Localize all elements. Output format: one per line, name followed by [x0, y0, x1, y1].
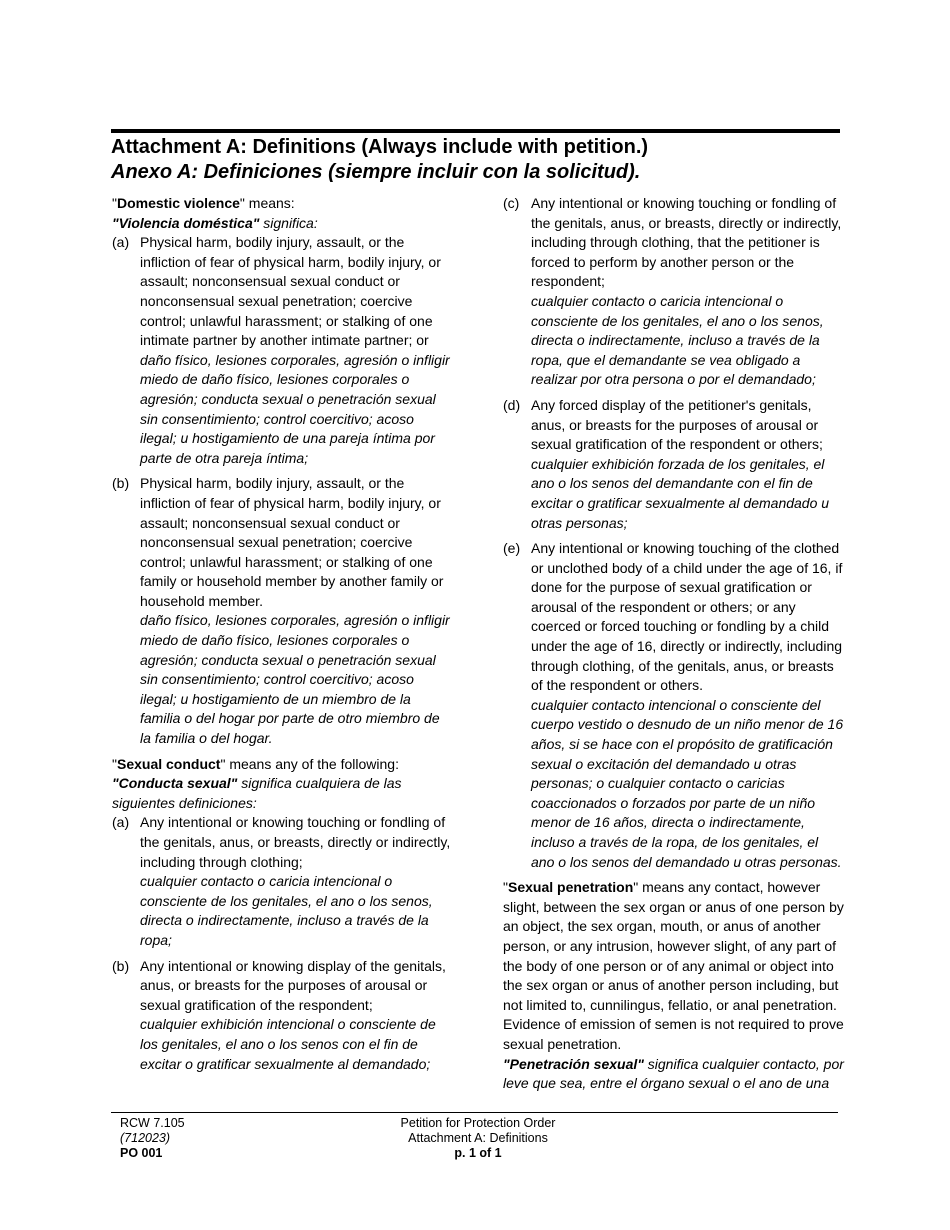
sc-item-b [112, 957, 454, 1075]
sc-heading-es [112, 774, 454, 813]
top-rule [111, 129, 840, 133]
sc-item-a [112, 813, 454, 950]
footer-rule [111, 1112, 838, 1113]
item-text-es: cualquier contacto o caricia intencional o consciente de los genitales, el ano o los senos, directa o indirectamente, incluso a través de la ropa; [140, 873, 433, 948]
right-column [503, 194, 845, 1094]
sc-item-d [503, 396, 845, 533]
sp-means-es: significa cualquier contacto, por leve que sea, entre el órgano sexual o el ano de una [503, 1055, 844, 1092]
item-text-es: cualquier contacto intencional o consciente del cuerpo vestido o desnudo de un niño menor de 16 años, si se hace con el propósito de gratificación sexual o excitación del demandado u otras personas; o cualquier contacto o caricias coaccionados o forzados por parte de un niño menor de 16 años, directa o indirectamente, incluso a través de la ropa, de los genitales, el ano o los senos del demandado u otras personas. [531, 696, 844, 870]
sp-term-es: "Penetración sexual" [503, 1055, 644, 1072]
item-marker: (d) [503, 396, 521, 413]
sc-heading: "Sexual conduct" means any of the following: [112, 755, 399, 772]
item-text-en: Physical harm, bodily injury, assault, or the infliction of fear of physical harm, bodily injury, or assault; nonconsensual sexual conduct or nonconsensual sexual penetration; coercive control; unlawful harassment; or stalking of one intimate partner by another intimate partner; or [140, 234, 441, 349]
sp-means: " means any contact, however slight, between the sex organ or anus of one person by an object, the sex organ, mouth, or anus of another person, or any intrusion, however slight, of any part of the body of one person or of any animal or object into the sex organ or anus of another person including, but not limited to, cunnilingus, fellatio, or anal penetration. Evidence of emission of semen is not required to prove sexual penetration. [503, 879, 844, 1052]
item-marker: (a) [112, 234, 130, 251]
footer-rcw: RCW 7.105 [120, 1116, 185, 1130]
item-marker: (e) [503, 540, 521, 557]
sp-definition: "Sexual penetration" means any contact, however slight, between the sex organ or anus of one person by an object, the sex organ, mouth, or anus of another person, or any intrusion, however slight, of any part of the body of one person or of any animal or object into the sex organ or anus of another person including, but not limited to, cunnilingus, fellatio, or anal penetration. Evidence of emission of semen is not required to prove sexual penetration. "Penetración sexual" significa cualquier contacto, por leve que sea, entre el órgano sexual o el ano de una [503, 879, 844, 1092]
footer-center [330, 1116, 626, 1161]
dv-heading-es [112, 214, 454, 234]
sc-term-es: "Conducta sexual" [112, 775, 238, 792]
item-marker: (b) [112, 957, 130, 974]
item-text-es: daño físico, lesiones corporales, agresión o infligir miedo de daño físico, lesiones corporales o agresión; conducta sexual o penetración sexual sin consentimiento; control coercitivo; acoso ilegal; u hostigamiento de un miembro de la familia o del hogar por parte de otro miembro de la familia o del hogar. [140, 612, 450, 747]
item-text-es: cualquier exhibición intencional o consciente de los genitales, el ano o los senos con el fin de excitar o gratificar sexualmente al demandado; [140, 1016, 436, 1072]
item-text-en: Any intentional or knowing touching of the clothed or unclothed body of a child under the age of 16, if done for the purpose of sexual gratification or arousal of the respondent or others; or any coerced or forced touching or fondling by a child under the age of 16, directly or indirectly, including through clothing, of the genitals, anus, or breasts of the respondent or others. [531, 540, 843, 694]
sp-term: Sexual penetration [507, 879, 634, 896]
item-text-en: Any intentional or knowing display of the genitals, anus, or breasts for the purposes of arousal or sexual gratification of the respondent; [140, 957, 446, 1013]
dv-item-b [112, 474, 454, 748]
item-marker: (a) [112, 814, 130, 831]
footer-left [120, 1116, 185, 1161]
footer-doc-subtitle: Attachment A: Definitions [408, 1131, 548, 1145]
sp-definition-es [503, 1056, 844, 1092]
item-text-es: daño físico, lesiones corporales, agresión o infligir miedo de daño físico, lesiones corporales o agresión; conducta sexual o penetración sexual sin consentimiento; control coercitivo; acoso ilegal; u hostigamiento de una pareja íntima por parte de otra pareja íntima; [140, 351, 450, 466]
item-text-en: Any forced display of the petitioner's genitals, anus, or breasts for the purposes of arousal or sexual gratification of the respondent or others; [531, 396, 823, 453]
sc-item-e [503, 539, 845, 872]
item-marker: (c) [503, 195, 520, 211]
dv-item-a [112, 233, 454, 468]
left-column [112, 194, 454, 1080]
sc-term: Sexual conduct [116, 755, 221, 772]
item-text-es: cualquier exhibición forzada de los genitales, el ano o los senos del demandante con el fin de excitar o gratificar sexualmente al demandado u otras personas; [531, 455, 830, 531]
sc-means-es: significa cualquiera de las siguientes definiciones: [112, 775, 402, 811]
footer-page-number: p. 1 of 1 [454, 1146, 502, 1160]
dv-means-es: significa: [259, 214, 318, 231]
footer-doc-title: Petition for Protection Order [400, 1116, 556, 1130]
dv-term-es: "Violencia doméstica" [112, 214, 260, 231]
page-title-spanish: Anexo A: Definiciones (siempre incluir con la solicitud). [111, 161, 641, 183]
sc-item-c [503, 194, 845, 390]
dv-heading: "Domestic violence" means: [112, 195, 295, 211]
item-text-en: Physical harm, bodily injury, assault, or the infliction of fear of physical harm, bodily injury, or assault; nonconsensual sexual conduct or nonconsensual sexual penetration; coercive control; unlawful harassment; or stalking of one family or household member by another family or household member. [140, 475, 444, 609]
sc-means: " means any of the following: [220, 755, 399, 772]
item-text-en: Any intentional or knowing touching or fondling of the genitals, anus, or breasts, directly or indirectly, including through clothing; [140, 814, 451, 870]
page-title: Attachment A: Definitions (Always include with petition.) [111, 136, 649, 158]
item-text-es: cualquier contacto o caricia intencional o consciente de los genitales, el ano o los senos, directa o indirectamente, incluso a través de la ropa, que el demandante se vea obligado a realizar por otra persona o por el demandado; [531, 292, 824, 388]
footer-form-number: PO 001 [120, 1146, 163, 1160]
dv-term: Domestic violence [116, 195, 240, 211]
item-text-en: Any intentional or knowing touching or fondling of the genitals, anus, or breasts, directly or indirectly, including through clothing, that the petitioner is forced to perform by another person or the respondent; [531, 195, 842, 290]
item-marker: (b) [112, 475, 130, 492]
footer-version: (712023) [120, 1131, 171, 1145]
dv-means: " means: [239, 195, 295, 211]
